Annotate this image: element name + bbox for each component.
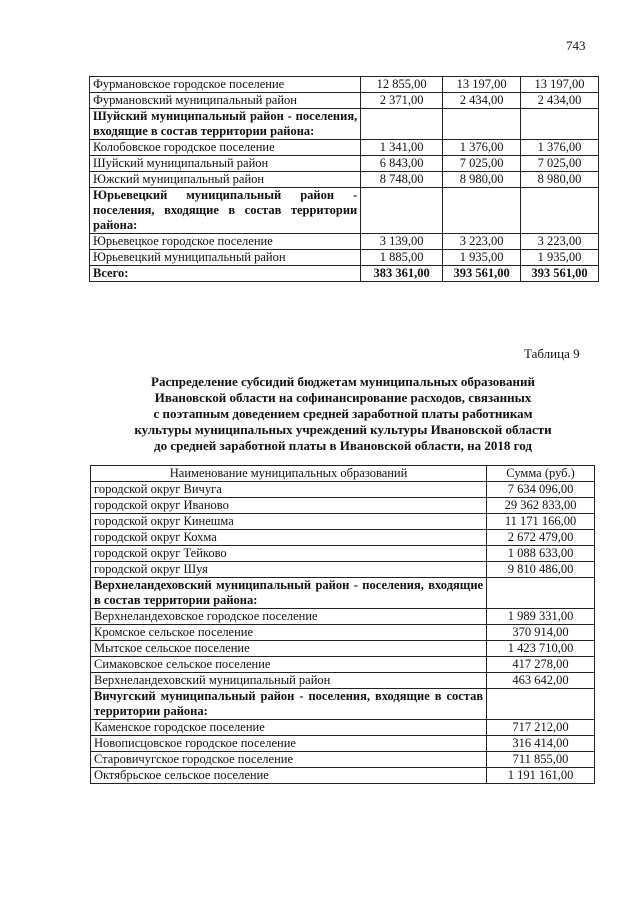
table-title — [96, 374, 590, 454]
table-label: Таблица 9 — [524, 346, 580, 361]
row-value-v3: 2 434,00 — [521, 93, 599, 109]
table-row — [91, 482, 595, 498]
row-value-v2: 1 935,00 — [443, 250, 521, 266]
row-value-v2: 3 223,00 — [443, 234, 521, 250]
row-name: Фурмановское городское поселение — [90, 77, 361, 93]
row-value-v2: 13 197,00 — [443, 77, 521, 93]
table-row — [91, 736, 595, 752]
column-header-name: Наименование муниципальных образований — [91, 466, 487, 482]
row-sum: 2 672 479,00 — [487, 530, 595, 546]
row-sum: 417 278,00 — [487, 657, 595, 673]
row-sum: 370 914,00 — [487, 625, 595, 641]
group-header-row — [91, 578, 595, 609]
row-name: Верхнеландеховский муниципальный район - поселения, входящие в состав территории района: — [91, 578, 487, 609]
row-name: Симаковское сельское поселение — [91, 657, 487, 673]
row-value-v3: 1 935,00 — [521, 250, 599, 266]
row-value-v1: 8 748,00 — [361, 172, 443, 188]
row-name: Юрьевецкое городское поселение — [90, 234, 361, 250]
group-header-row — [90, 109, 599, 140]
row-sum: 11 171 166,00 — [487, 514, 595, 530]
row-sum: 316 414,00 — [487, 736, 595, 752]
row-sum — [487, 689, 595, 720]
table-row — [90, 93, 599, 109]
table-title-line: Распределение субсидий бюджетам муниципальных образований — [151, 374, 535, 389]
row-name: Верхнеландеховское городское поселение — [91, 609, 487, 625]
table-row — [90, 140, 599, 156]
row-value-v2: 393 561,00 — [443, 266, 521, 282]
row-value-v2: 2 434,00 — [443, 93, 521, 109]
table-row — [90, 250, 599, 266]
row-value-v3: 13 197,00 — [521, 77, 599, 93]
table-row — [91, 720, 595, 736]
row-sum: 29 362 833,00 — [487, 498, 595, 514]
table-title-line: Ивановской области на софинансирование расходов, связанных — [154, 390, 532, 405]
row-value-v1: 6 843,00 — [361, 156, 443, 172]
table-title-line: культуры муниципальных учреждений культуры Ивановской области — [134, 422, 552, 437]
row-name: городской округ Кинешма — [91, 514, 487, 530]
table-row — [91, 514, 595, 530]
row-value-v3: 7 025,00 — [521, 156, 599, 172]
table-row — [91, 530, 595, 546]
table-title-line: с поэтапным доведением средней заработной платы работникам — [153, 406, 533, 421]
table-row — [91, 609, 595, 625]
row-value-v2: 8 980,00 — [443, 172, 521, 188]
row-name: Каменское городское поселение — [91, 720, 487, 736]
row-sum: 7 634 096,00 — [487, 482, 595, 498]
table-row — [91, 546, 595, 562]
row-name: Колобовское городское поселение — [90, 140, 361, 156]
row-sum: 1 989 331,00 — [487, 609, 595, 625]
row-value-v2: 1 376,00 — [443, 140, 521, 156]
table-row — [91, 562, 595, 578]
row-value-v2 — [443, 109, 521, 140]
row-value-v3: 3 223,00 — [521, 234, 599, 250]
subsidy-table-continued — [89, 76, 599, 282]
row-sum: 1 088 633,00 — [487, 546, 595, 562]
page-number: 743 — [566, 38, 586, 53]
row-sum — [487, 578, 595, 609]
column-header-sum: Сумма (руб.) — [487, 466, 595, 482]
row-name: Мытское сельское поселение — [91, 641, 487, 657]
table-row — [91, 657, 595, 673]
table-row — [91, 673, 595, 689]
row-name: Кромское сельское поселение — [91, 625, 487, 641]
row-name: городской округ Вичуга — [91, 482, 487, 498]
row-value-v1: 3 139,00 — [361, 234, 443, 250]
row-name: Вичугский муниципальный район - поселения, входящие в состав территории района: — [91, 689, 487, 720]
row-value-v1: 12 855,00 — [361, 77, 443, 93]
row-name: Фурмановский муниципальный район — [90, 93, 361, 109]
row-sum: 711 855,00 — [487, 752, 595, 768]
row-name: Юрьевецкий муниципальный район — [90, 250, 361, 266]
row-value-v3: 393 561,00 — [521, 266, 599, 282]
row-name: Старовичугское городское поселение — [91, 752, 487, 768]
row-value-v3 — [521, 188, 599, 234]
table-row — [90, 234, 599, 250]
table-header-row — [91, 466, 595, 482]
row-value-v1: 2 371,00 — [361, 93, 443, 109]
row-name: Октябрьское сельское поселение — [91, 768, 487, 784]
row-sum: 463 642,00 — [487, 673, 595, 689]
table-row — [91, 625, 595, 641]
table-title-line: до средней заработной платы в Ивановской области, на 2018 год — [154, 438, 532, 453]
row-sum: 1 423 710,00 — [487, 641, 595, 657]
row-value-v3: 1 376,00 — [521, 140, 599, 156]
row-value-v1 — [361, 188, 443, 234]
row-value-v1 — [361, 109, 443, 140]
table-row — [90, 172, 599, 188]
row-name: Всего: — [90, 266, 361, 282]
row-name: Новописцовское городское поселение — [91, 736, 487, 752]
table-row — [91, 752, 595, 768]
subsidy-table-9 — [90, 465, 595, 784]
table-row — [91, 498, 595, 514]
row-value-v2 — [443, 188, 521, 234]
row-value-v1: 383 361,00 — [361, 266, 443, 282]
row-name: Шуйский муниципальный район - поселения, входящие в состав территории района: — [90, 109, 361, 140]
row-name: городской округ Иваново — [91, 498, 487, 514]
row-name: Юрьевецкий муниципальный район - поселения, входящие в состав территории района: — [90, 188, 361, 234]
group-header-row — [90, 188, 599, 234]
table-row — [90, 156, 599, 172]
row-sum: 1 191 161,00 — [487, 768, 595, 784]
row-name: Южский муниципальный район — [90, 172, 361, 188]
row-name: городской округ Шуя — [91, 562, 487, 578]
row-sum: 717 212,00 — [487, 720, 595, 736]
row-value-v3 — [521, 109, 599, 140]
row-name: Верхнеландеховский муниципальный район — [91, 673, 487, 689]
table-row — [90, 77, 599, 93]
table-row — [91, 768, 595, 784]
row-value-v1: 1 341,00 — [361, 140, 443, 156]
row-name: городской округ Кохма — [91, 530, 487, 546]
total-row — [90, 266, 599, 282]
row-value-v1: 1 885,00 — [361, 250, 443, 266]
row-sum: 9 810 486,00 — [487, 562, 595, 578]
row-name: городской округ Тейково — [91, 546, 487, 562]
row-value-v2: 7 025,00 — [443, 156, 521, 172]
row-value-v3: 8 980,00 — [521, 172, 599, 188]
table-row — [91, 641, 595, 657]
group-header-row — [91, 689, 595, 720]
row-name: Шуйский муниципальный район — [90, 156, 361, 172]
